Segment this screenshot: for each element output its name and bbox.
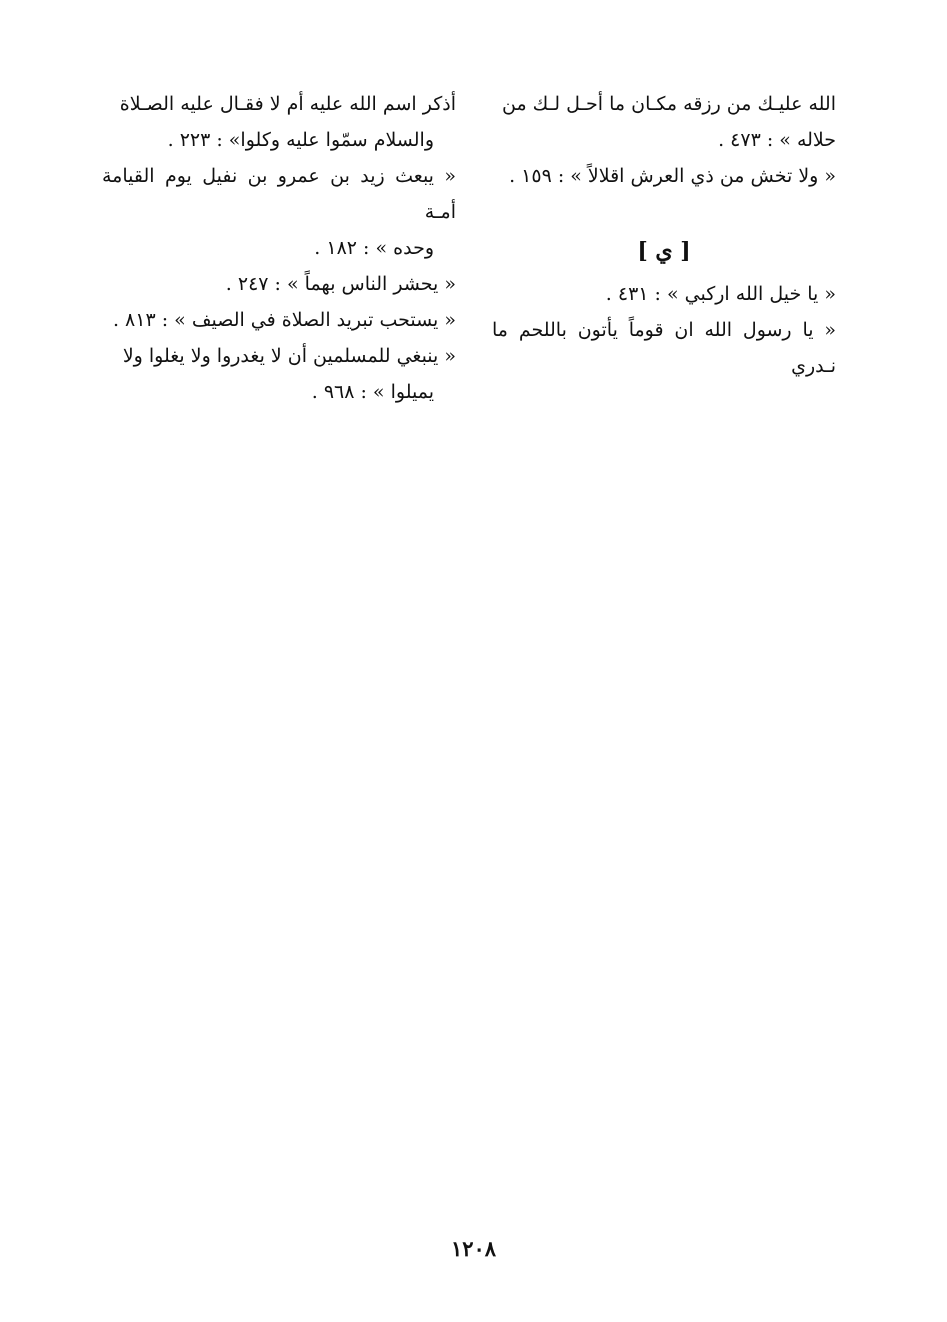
right-column <box>492 86 836 384</box>
entry-la-takhsha <box>492 158 836 194</box>
entry-ya-rasul <box>492 312 836 384</box>
entry-ya-khayl <box>492 276 836 312</box>
entry-yanbaghi-end <box>102 374 456 410</box>
page-number: ١٢٠٨ <box>450 1236 497 1261</box>
left-column <box>102 86 456 410</box>
entry-line: الله عليـك من رزقه مكـان ما أحـل لـك من <box>502 93 836 115</box>
entry-line: « يحشر الناس بهماً » : ٢٤٧ . <box>225 273 456 295</box>
entry-continued <box>492 86 836 122</box>
section-letter-ya: [ ي ] <box>637 238 691 264</box>
entry-yuhshar <box>102 266 456 302</box>
entry-yubath <box>102 158 456 230</box>
entry-line: يميلوا » : ٩٦٨ . <box>311 381 434 403</box>
entry-yanbaghi <box>102 338 456 374</box>
entry-yustahab <box>102 302 456 338</box>
entry-line: وحده » : ١٨٢ . <box>314 237 434 259</box>
entry-continued <box>102 86 456 122</box>
entry-line: « يا خيل الله اركبي » : ٤٣١ . <box>605 283 836 305</box>
entry-line: والسلام سمّوا عليه وكلوا» : ٢٢٣ . <box>167 129 434 151</box>
entry-yubath-end <box>102 230 456 266</box>
entry-line: « ينبغي للمسلمين أن لا يغدروا ولا يغلوا ولا <box>122 345 456 367</box>
entry-line: « ولا تخش من ذي العرش اقلالاً » : ١٥٩ . <box>509 165 836 187</box>
entry-continued-end <box>102 122 456 158</box>
entry-continued-end <box>492 122 836 158</box>
entry-line: حلاله » : ٤٧٣ . <box>718 129 836 151</box>
entry-line: أذكر اسم الله عليه أم لا فقـال عليه الصـلاة <box>119 93 456 115</box>
entry-line: « يا رسول الله ان قوماً يأتون باللحم ما نـدري <box>492 319 836 377</box>
entry-line: « يستحب تبريد الصلاة في الصيف » : ٨١٣ . <box>112 309 456 331</box>
entry-line: « يبعث زيد بن عمرو بن نفيل يوم القيامة أمـة <box>102 165 456 223</box>
